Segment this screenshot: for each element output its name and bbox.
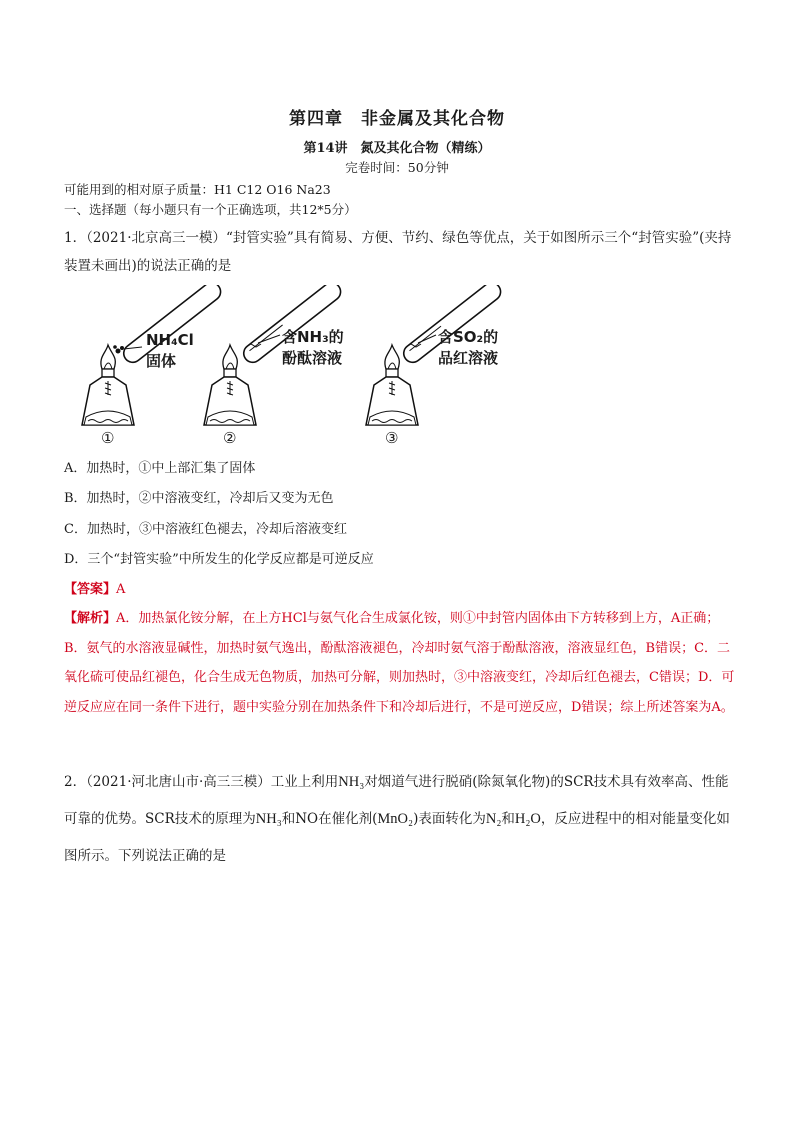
q2-part2: 对烟道气进行脱硝(除氮氧化物)的SCR技术具有效率高、性能可靠的优势。SCR技术的原理为: [64, 774, 729, 827]
option-a: A．加热时，①中上部汇集了固体: [64, 461, 256, 476]
apparatus-3: [366, 285, 504, 445]
sealed-tube-figure: [74, 285, 554, 445]
analysis-tag: 【解析】: [64, 611, 117, 626]
option-c: C．加热时，③中溶液红色褪去，冷却后溶液变红: [64, 522, 347, 537]
option-d: D．三个“封管实验”中所发生的化学反应都是可逆反应: [64, 552, 374, 567]
question-2-stem: [64, 764, 736, 875]
figure-number-3: ③: [385, 429, 399, 445]
q2-part5: 和: [501, 811, 515, 827]
figure-number-1: ①: [101, 429, 115, 445]
tube3-label-line1: 含SO₂的: [438, 328, 499, 346]
answer-line: [64, 578, 125, 597]
formula-h2o: H₂O: [514, 811, 541, 827]
tube1-label-line1: NH₄Cl: [146, 331, 194, 349]
lecture-title: 第14讲 氮及其化合物（精练）: [303, 141, 491, 156]
formula-nh3-1: NH₃: [338, 774, 365, 790]
tube2-label-line2: 酚酞溶液: [282, 349, 343, 367]
tube1-label-line2: 固体: [146, 352, 177, 370]
formula-mno2: MnO₂: [377, 811, 414, 827]
apparatus-2: [204, 285, 344, 445]
answer-value: A: [116, 582, 126, 597]
tube3-label-line2: 品红溶液: [438, 349, 499, 367]
time-limit: 完卷时间：50分钟: [345, 160, 449, 175]
formula-nh3-2: NH₃: [255, 811, 282, 827]
q2-part6: ，反应进程中的相对能量变化如图所示。下列说法正确的是: [64, 811, 730, 864]
option-b: B．加热时，②中溶液变红，冷却后又变为无色: [64, 491, 334, 506]
figure-number-2: ②: [223, 429, 237, 445]
analysis-block: [64, 604, 736, 722]
tube2-label-line1: 含NH₃的: [282, 328, 344, 346]
analysis-text: A．加热氯化铵分解，在上方HCl与氨气化合生成氯化铵，则①中封管内固体由下方转移到上方，A正确；B．氨气的水溶液显碱性，加热时氨气逸出，酚酞溶液褪色，冷却时氨气溶于酚酞溶液，溶液显红色，B错误；C．二氧化硫可使品红褪色，化合生成无色物质，加热可分解，则加热时，③中溶液变红，冷却后红色褪去，C错误；D．可逆反应应在同一条件下进行，题中实验分别在加热条件下和冷却后进行，不是可逆反应，D错误；综上所述答案为A。: [64, 611, 735, 715]
apparatus-1: [82, 285, 224, 445]
atomic-masses: 可能用到的相对原子质量：H1 C12 O16 Na23: [64, 182, 331, 197]
q2-part3: 和NO在催化剂(: [281, 811, 378, 827]
chapter-title: 第四章 非金属及其化合物: [289, 109, 505, 129]
q2-part4: )表面转化为: [413, 811, 486, 827]
q2-part1: 2．（2021·河北唐山市·高三三模）工业上利用: [64, 774, 339, 790]
answer-tag: 【答案】: [64, 582, 117, 597]
question-1-stem: 1．（2021·北京高三一模）“封管实验”具有简易、方便、节约、绿色等优点，关于如图所示三个“封管实验”(夹持装置未画出)的说法正确的是: [64, 230, 732, 274]
section-title: 一、选择题（每小题只有一个正确选项，共12*5分）: [64, 202, 357, 217]
formula-n2: N₂: [485, 811, 502, 827]
